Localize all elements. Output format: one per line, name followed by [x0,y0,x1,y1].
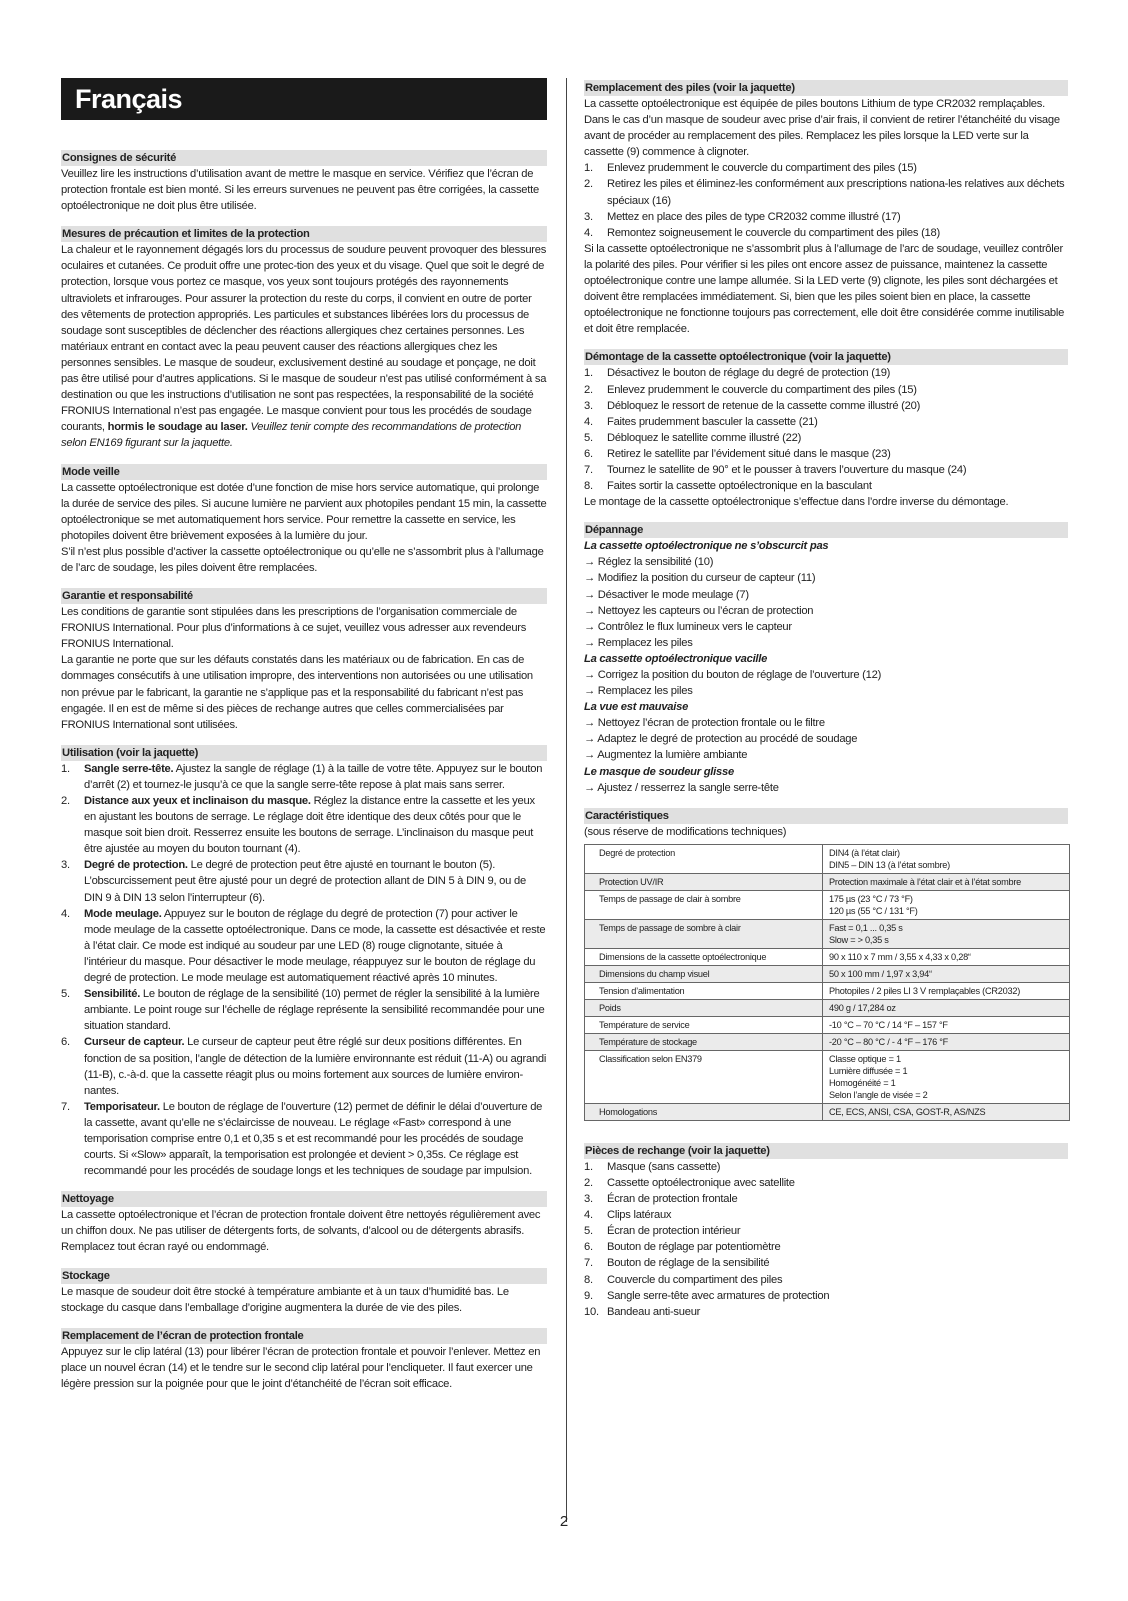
section-dismount [584,349,1068,510]
spec-value-line: CE, ECS, ANSI, CSA, GOST-R, AS/NZS [829,1106,986,1117]
section-title: Pièces de rechange (voir la jaquette) [584,1143,1068,1159]
trouble-line: → Remplacez les piles [584,683,1068,699]
spec-row [585,1050,1070,1103]
spec-value [823,999,1070,1016]
section-title: Utilisation (voir la jaquette) [61,745,547,761]
spec-key: Température de stockage [585,1033,823,1050]
section-subtitle: (sous réserve de modifications techniques) [584,825,787,838]
spec-value [823,1103,1070,1120]
spec-value-line: Slow = > 0,35 s [829,934,889,945]
body-text: La chaleur et le rayonnement dégagés lors du processus de soudure peuvent provoquer des blessures oculaires et cutanées. Ce produit offre une protec-tion des yeux et du visage. Quel que soit le degré de protection, lorsque vous portez ce masque, vos yeux sont toujours protégés des rayonnements ultraviolets et infrarouges. Pour assurer la protection du reste du corps, il convient en outre de porter des vêtements de protection appropriés. Les particules et substances libérées lors du processus de soudage sont susceptibles de déclencher des réactions allergiques chez certaines personnes. Les matériaux entrant en contact avec la peau peuvent causer des réactions allergiques chez les personnes sensibles. Le masque de soudeur, exclusivement destiné au soudage et ponçage, ne doit pas être utilisé pour d’autres applications. Si le masque de soudeur n’est pas utilisé conformément à sa destination ou que les instructions d’utilisation ne sont pas respectées, la responsabilité de la société FRONIUS International n’est pas engagée. Le masque convient pour tous les procédés de soudage courants, [61,244,547,434]
spec-value [823,982,1070,999]
spec-value-line: -10 °C – 70 °C / 14 °F – 157 °F [829,1019,948,1030]
section-title: Démontage de la cassette optoélectronique (voir la jaquette) [584,349,1068,365]
section-warranty [61,588,547,733]
list-item: 4. Remontez soigneusement le couvercle du compartiment des piles (18) [584,226,940,239]
spec-row [585,999,1070,1016]
list-item: 7. Temporisateur. Le bouton de réglage de l’ouverture (12) permet de définir le délai d’ouverture de la cassette, avant qu’elle ne s’éclaircisse de nouveau. Le réglage «Fast» correspond à une temporisation comprise entre 0,1 et 0,35 s et est recommandé pour les procédés de soudage courts. Si «Slow» apparaît, la temporisation est prolongée et devient > 0,35s. Ce réglage est recommandé pour les procédés de soudage longs et les techniques de soudage par impulsion. [61,1100,543,1178]
spec-value [823,919,1070,948]
list-item: 1. Désactivez le bouton de réglage du degré de protection (19) [584,367,891,380]
section-front-screen [61,1328,547,1392]
spec-key: Tension d’alimentation [585,982,823,999]
list-item: 4. Mode meulage. Appuyez sur le bouton de réglage du degré de protection (7) pour activer le mode meulage de la cassette optoélectronique. Dans ce mode, la cassette est désactivée et reste à l’état clair. Ce mode est indiqué au soudeur par une LED (8) rouge clignotante, située à l’intérieur du masque. Pour désactiver le mode meulage, réappuyez sur le bouton de réglage du degré de protection. Le mode meulage est automatiquement réactivé après 10 minutes. [61,907,546,985]
trouble-line: → Adaptez le degré de protection au procédé de soudage [584,731,1068,747]
list-item: 3. Degré de protection. Le degré de protection peut être ajusté en tournant le bouton (5). L’obscurcissement peut être ajusté pour un degré de protection allant de DIN 5 à DIN 9, ou de DIN 9 à DIN 13 selon l’interrupteur (6). [61,859,526,904]
section-body: La cassette optoélectronique et l’écran de protection frontale doivent être nettoyés régulièrement avec un chiffon doux. Ne pas utiliser de détergents forts, de solvants, d’alcool ou de détergents abrasifs. Remplacez tout écran rayé ou endommagé. [61,1209,541,1254]
section-body: Le montage de la cassette optoélectronique s’effectue dans l’ordre inverse du démontage. [584,496,1009,509]
language-title: Français [61,78,547,120]
section-title: Remplacement des piles (voir la jaquette) [584,80,1068,96]
section-title: Remplacement de l’écran de protection frontale [61,1328,547,1344]
left-column [61,78,547,1404]
list-item: 5. Débloquez le satellite comme illustré (22) [584,431,802,444]
spec-key: Homologations [585,1103,823,1120]
spec-value-line: Lumière diffusée = 1 [829,1065,908,1076]
spec-row [585,844,1070,873]
section-body: La cassette optoélectronique est dotée d’une fonction de mise hors service automatique, qui prolonge la durée de service des piles. Si aucune lumière ne parvient aux photopiles pendant 15 min, la cassette optoélectronique se met automatiquement hors service. Pour remettre la cassette en service, les photopiles doivent être brièvement exposées à la lumière du jour. [61,481,547,542]
section-title: Mesures de précaution et limites de la protection [61,226,547,242]
spec-row [585,965,1070,982]
battery-steps-list [584,160,1068,240]
section-safety [61,150,547,214]
spec-value-line: Selon l’angle de visée = 2 [829,1089,928,1100]
trouble-heading: La cassette optoélectronique ne s’obscurcit pas [584,540,829,553]
spec-row [585,873,1070,890]
spec-key: Temps de passage de clair à sombre [585,890,823,919]
list-item: 4. Clips latéraux [584,1209,672,1222]
spec-value-line: -20 °C – 80 °C / - 4 °F – 176 °F [829,1036,949,1047]
page-number: 2 [559,1513,569,1530]
trouble-line: → Ajustez / resserrez la sangle serre-tête [584,780,1068,796]
spec-row [585,1016,1070,1033]
spec-row [585,1103,1070,1120]
list-item: 9. Sangle serre-tête avec armatures de protection [584,1289,830,1302]
list-item: 6. Curseur de capteur. Le curseur de capteur peut être réglé sur deux positions différentes. En fonction de sa position, l’angle de détection de la lumière environnante est réduit (11-A) ou agrandi (11-B), c.-à-d. que la cassette réagit plus ou moins fortement aux sources de lumière environ-nantes. [61,1036,547,1097]
spec-value [823,1016,1070,1033]
list-item: 3. Écran de protection frontale [584,1193,738,1206]
specs-table [584,844,1070,1121]
section-body: Les conditions de garantie sont stipulées dans les prescriptions de l’organisation commerciale de FRONIUS International. Pour plus d’informations à ce sujet, veuillez vous adresser aux revendeurs FRONIUS International. [61,606,527,651]
section-title: Mode veille [61,464,547,480]
list-item: 8. Faites sortir la cassette optoélectronique en la basculant [584,480,872,493]
trouble-line: → Nettoyez l’écran de protection frontale ou le filtre [584,715,1068,731]
section-title: Stockage [61,1268,547,1284]
spec-value-line: Fast = 0,1 ... 0,35 s [829,922,903,933]
section-body [61,242,547,451]
section-body: Le masque de soudeur doit être stocké à température ambiante et à un taux d’humidité bas. Le stockage du casque dans l’emballage d’origine augmentera la durée de vie des piles. [61,1285,509,1314]
section-standby [61,464,547,577]
list-item: 4. Faites prudemment basculer la cassette (21) [584,415,818,428]
list-item: 6. Bouton de réglage par potentiomètre [584,1241,781,1254]
spec-value-line: Photopiles / 2 piles LI 3 V remplaçables (CR2032) [829,985,1021,996]
spec-value [823,844,1070,873]
spec-row [585,1033,1070,1050]
trouble-heading: La cassette optoélectronique vacille [584,652,768,665]
spec-key: Temps de passage de sombre à clair [585,919,823,948]
spec-value [823,965,1070,982]
list-item: 8. Couvercle du compartiment des piles [584,1273,783,1286]
list-item: 1. Enlevez prudemment le couvercle du compartiment des piles (15) [584,162,917,175]
section-body: La garantie ne porte que sur les défauts constatés dans les matériaux ou de fabrication. En cas de dommages consécutifs à une utilisation impropre, des interventions non autorisées ou une utilisation non prévue par le fabricant, la garantie ne s’applique pas et la responsabilité du fabricant n’est pas engagée. Il en est de même si des pièces de rechange autres que celles commercialisées par FRONIUS International sont utilisées. [61,654,533,731]
list-item: 2. Distance aux yeux et inclinaison du masque. Réglez la distance entre la cassette et les yeux en ajustant les boutons de serrage. Le réglage doit être identique des deux côtés pour que le masque soit bien droit. Resserrez ensuite les boutons de serrage. L’inclinaison du masque peut être ajustée au moyen du bouton tournant (4). [61,795,535,856]
list-item: 7. Tournez le satellite de 90° et le pousser à travers l’ouverture du masque (24) [584,463,967,476]
spec-value-line: Homogénéité = 1 [829,1077,896,1088]
list-item: 10. Bandeau anti-sueur [584,1305,701,1318]
section-precautions [61,226,547,451]
list-item: 5. Écran de protection intérieur [584,1225,741,1238]
list-item: 1. Sangle serre-tête. Ajustez la sangle de réglage (1) à la taille de votre tête. Appuyez sur le bouton d’arrêt (2) et tournez-le jusqu’à ce que la sangle serre-tête repose à plat mais sans serrer. [61,762,543,791]
usage-list [61,761,547,1179]
section-body: S’il n’est plus possible d’activer la cassette optoélectronique ou qu’elle ne s’assombrit plus à l’allumage de l’arc de soudage, les piles doivent être remplacées. [61,545,544,574]
spec-value-line: 50 x 100 mm / 1,97 x 3,94“ [829,968,932,979]
list-item: 2. Cassette optoélectronique avec satellite [584,1176,795,1189]
section-cleaning [61,1191,547,1255]
section-body: Si la cassette optoélectronique ne s’assombrit plus à l’allumage de l’arc de soudage, veuillez contrôler la polarité des piles. Pour vérifier si les piles ont encore assez de puissance, maintenez la cassette optoélectronique contre une lampe allumée. Si la LED verte (9) clignote, les piles sont déchargées et doivent être remplacées immédiatement. Si, bien que les piles soient bien en place, la cassette optoélectronique ne fonctionne toujours pas correctement, elle doit être considérée comme inutilisable et doit être remplacée. [584,242,1065,336]
section-body: La cassette optoélectronique est équipée de piles boutons Lithium de type CR2032 remplaçables. Dans le cas d’un masque de soudeur avec prise d’air frais, il convient de retirer l’étanchéité du visage avant de procéder au remplacement des piles. Remplacez les piles lorsque la LED verte sur la cassette (9) commence à clignoter. [584,98,1060,159]
list-item: 3. Débloquez le ressort de retenue de la cassette comme illustré (20) [584,399,921,412]
spec-value-line: DIN5 – DIN 13 (à l’état sombre) [829,859,950,870]
spec-value-line: Classe optique = 1 [829,1053,901,1064]
trouble-line: → Contrôlez le flux lumineux vers le capteur [584,619,1068,635]
section-body: Veuillez lire les instructions d’utilisation avant de mettre le masque en service. Vérifiez que l’écran de protection frontale est bien monté. Si les erreurs survenues ne peuvent pas être corrigées, la cassette optoélectronique ne doit plus être utilisée. [61,168,539,213]
spec-row [585,948,1070,965]
spec-value-line: DIN4 (à l’état clair) [829,847,900,858]
spec-value-line: Protection maximale à l’état clair et à l’état sombre [829,876,1022,887]
body-bold-text: hormis le soudage au laser. [107,421,248,434]
section-title: Garantie et responsabilité [61,588,547,604]
section-body: Appuyez sur le clip latéral (13) pour libérer l’écran de protection frontale et pouvoir l’enlever. Mettez en place un nouvel écran (14) et le tendre sur le second clip latéral pour l’encliqueter. Il faut exercer une légère pression sur la poignée pour que le joint d’étanchéité de l’écran soit efficace. [61,1345,541,1390]
section-title: Nettoyage [61,1191,547,1207]
spec-value [823,1050,1070,1103]
trouble-line: → Corrigez la position du bouton de réglage de l’ouverture (12) [584,667,1068,683]
trouble-heading: La vue est mauvaise [584,701,689,714]
section-title: Caractéristiques [584,808,1068,824]
spec-value-line: 90 x 110 x 7 mm / 3,55 x 4,33 x 0,28“ [829,951,971,962]
spec-row [585,919,1070,948]
dismount-steps-list [584,365,1068,494]
spec-value [823,890,1070,919]
spec-key: Dimensions du champ visuel [585,965,823,982]
section-batteries [584,80,1068,337]
list-item: 7. Bouton de réglage de la sensibilité [584,1257,770,1270]
spec-value-line: 175 µs (23 °C / 73 °F) [829,893,913,904]
list-item: 1. Masque (sans cassette) [584,1160,721,1173]
section-title: Dépannage [584,522,1068,538]
section-storage [61,1268,547,1316]
spec-value [823,948,1070,965]
spec-value [823,873,1070,890]
trouble-line: → Remplacez les piles [584,635,1068,651]
body-italic-text: Veuillez tenir compte des recommandations de protection selon EN169 figurant sur la jaquette. [61,421,522,450]
spec-key: Protection UV/IR [585,873,823,890]
section-spare-parts [584,1143,1068,1320]
trouble-line: → Désactiver le mode meulage (7) [584,587,1068,603]
trouble-line: → Modifiez la position du curseur de capteur (11) [584,570,1068,586]
section-specs [584,808,1068,1121]
spec-key: Température de service [585,1016,823,1033]
spec-value-line: 120 µs (55 °C / 131 °F) [829,905,918,916]
spec-value [823,1033,1070,1050]
list-item: 3. Mettez en place des piles de type CR2032 comme illustré (17) [584,210,901,223]
spec-row [585,982,1070,999]
section-usage [61,745,547,1179]
spec-key: Dimensions de la cassette optoélectronique [585,948,823,965]
column-divider [566,78,567,1522]
spec-row [585,890,1070,919]
right-column [584,80,1068,1332]
trouble-heading: Le masque de soudeur glisse [584,765,734,778]
trouble-line: → Augmentez la lumière ambiante [584,747,1068,763]
section-troubleshooting [584,522,1068,796]
section-title: Consignes de sécurité [61,150,547,166]
spec-key: Poids [585,999,823,1016]
trouble-line: → Réglez la sensibilité (10) [584,554,1068,570]
spare-parts-list [584,1159,1068,1320]
trouble-line: → Nettoyez les capteurs ou l’écran de protection [584,603,1068,619]
list-item: 2. Retirez les piles et éliminez-les conformément aux prescriptions nationa-les relatives aux déchets spéciaux (16) [584,178,1065,207]
spec-value-line: 490 g / 17,284 oz [829,1002,896,1013]
list-item: 2. Enlevez prudemment le couvercle du compartiment des piles (15) [584,383,917,396]
spec-key: Degré de protection [585,844,823,873]
list-item: 5. Sensibilité. Le bouton de réglage de la sensibilité (10) permet de régler la sensibilité à la lumière ambiante. Le point rouge sur l’échelle de réglage représente la sensibilité recommandée pour une situation standard. [61,988,545,1033]
spec-key: Classification selon EN379 [585,1050,823,1103]
list-item: 6. Retirez le satellite par l’évidement situé dans le masque (23) [584,447,891,460]
